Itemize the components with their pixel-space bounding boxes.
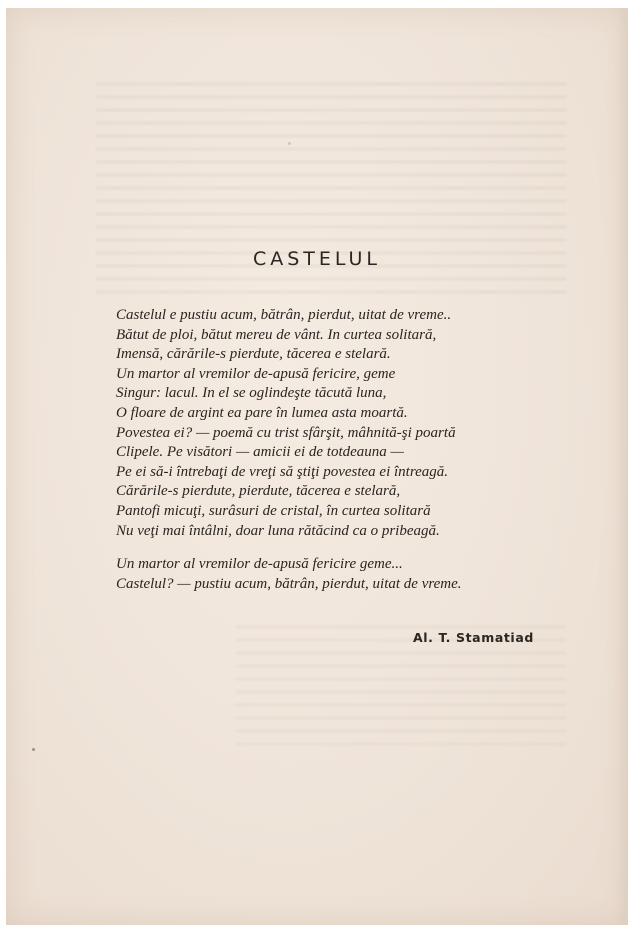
poem-line: Bătut de ploi, bătut mereu de vânt. In curtea solitară, [116, 326, 437, 343]
poem-line: Clipele. Pe visători — amicii ei de totdeauna — [116, 444, 404, 461]
poem-line: Nu veţi mai întâlni, doar luna rătăcind ca o pribeagă. [116, 522, 440, 539]
author-signature: Al. T. Stamatiad [413, 630, 534, 645]
page-edge [616, 8, 628, 925]
poem-line: Povestea ei? — poemă cu trist sfârşit, mâhnită-şi poartă [116, 424, 456, 441]
poem-body [116, 306, 616, 594]
poem-line: Pantofi micuţi, surâsuri de cristal, în curtea solitară [116, 502, 431, 519]
poem-line: O floare de argint ea pare în lumea asta moartă. [116, 404, 408, 421]
poem-line: Cărările-s pierdute, pierdute, tăcerea e stelară, [116, 483, 401, 500]
poem-line: Imensă, cărările-s pierdute, tăcerea e stelară. [116, 346, 391, 363]
paper-speck [32, 748, 35, 751]
poem-line: Singur: lacul. In el se oglindeşte tăcută luna, [116, 385, 387, 402]
poem-line: Pe ei să-i întrebaţi de vreţi să ştiţi povestea ei întreagă. [116, 463, 449, 480]
book-page [6, 8, 628, 925]
paper-speck [288, 142, 291, 145]
poem-line: Castelul e pustiu acum, bătrân, pierdut, uitat de vreme.. [116, 307, 452, 323]
poem-line: Un martor al vremilor de-apusă fericire geme... [116, 556, 403, 573]
stanza-2 [116, 555, 616, 594]
stanza-1 [116, 306, 616, 541]
poem-line: Castelul? — pustiu acum, bătrân, pierdut, uitat de vreme. [116, 575, 462, 592]
poem-title: CASTELUL [252, 248, 382, 270]
poem-line: Un martor al vremilor de-apusă fericire, geme [116, 365, 396, 382]
